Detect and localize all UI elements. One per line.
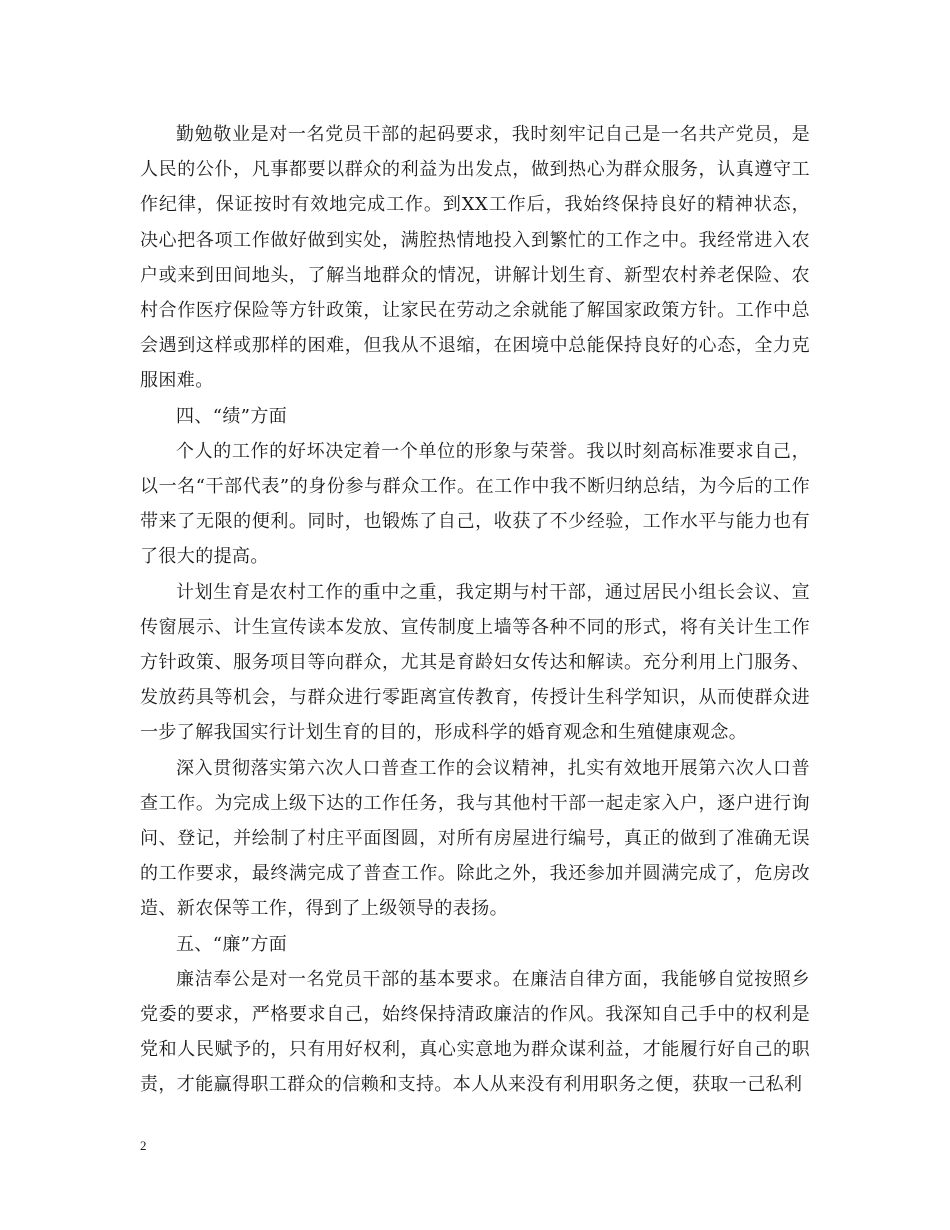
paragraph-family-planning: 计划生育是农村工作的重中之重，我定期与村干部，通过居民小组长会议、宣传窗展示、计生宣传读本发放、宣传制度上墙等各种不同的形式，将有关计生工作方针政策、服务项目等向群众，尤其是育龄妇女传达和解读。充分利用上门服务、发放药具等机会，与群众进行零距离宣传教育，传授计生科学知识，从而使群众进一步了解我国实行计划生育的目的，形成科学的婚育观念和生殖健康观念。 bbox=[140, 581, 810, 744]
page-number: 2 bbox=[140, 1138, 147, 1153]
document-body bbox=[140, 117, 810, 1103]
section-heading-achievement: 四、“绩”方面 bbox=[176, 405, 288, 427]
paragraph-diligence: 勤勉敬业是对一名党员干部的起码要求，我时刻牢记自己是一名共产党员，是人民的公仆，凡事都要以群众的利益为出发点，做到热心为群众服务，认真遵守工作纪律，保证按时有效地完成工作。到XX工作后，我始终保持良好的精神状态，决心把各项工作做好做到实处，满腔热情地投入到繁忙的工作之中。我经常进入农户或来到田间地头，了解当地群众的情况，讲解计划生育、新型农村养老保险、农村合作医疗保险等方针政策，让家民在劳动之余就能了解国家政策方针。工作中总会遇到这样或那样的困难，但我从不退缩，在困境中总能保持良好的心态，全力克服困难。 bbox=[140, 124, 810, 392]
paragraph-census: 深入贯彻落实第六次人口普查工作的会议精神，扎实有效地开展第六次人口普查工作。为完成上级下达的工作任务，我与其他村干部一起走家入户，逐户进行询问、登记，并绘制了村庄平面图圆，对所有房屋进行编号，真正的做到了准确无误的工作要求，最终满完成了普查工作。除此之外，我还参加并圆满完成了，危房改造、新农保等工作，得到了上级领导的表扬。 bbox=[140, 757, 810, 920]
paragraph-integrity: 廉洁奉公是对一名党员干部的基本要求。在廉洁自律方面，我能够自觉按照乡党委的要求，严格要求自己，始终保持清政廉洁的作风。我深知自己手中的权利是党和人民赋予的，只有用好权利，真心实意地为群众谋利益，才能履行好自己的职责，才能赢得职工群众的信赖和支持。本人从来没有利用职务之便，获取一己私利 bbox=[140, 968, 810, 1096]
section-heading-integrity: 五、“廉”方面 bbox=[176, 933, 288, 955]
paragraph-personal-work: 个人的工作的好坏决定着一个单位的形象与荣誉。我以时刻高标准要求自己，以一名“干部代表”的身份参与群众工作。在工作中我不断归纳总结，为今后的工作带来了无限的便利。同时，也锻炼了自己，收获了不少经验，工作水平与能力也有了很大的提高。 bbox=[140, 440, 810, 568]
